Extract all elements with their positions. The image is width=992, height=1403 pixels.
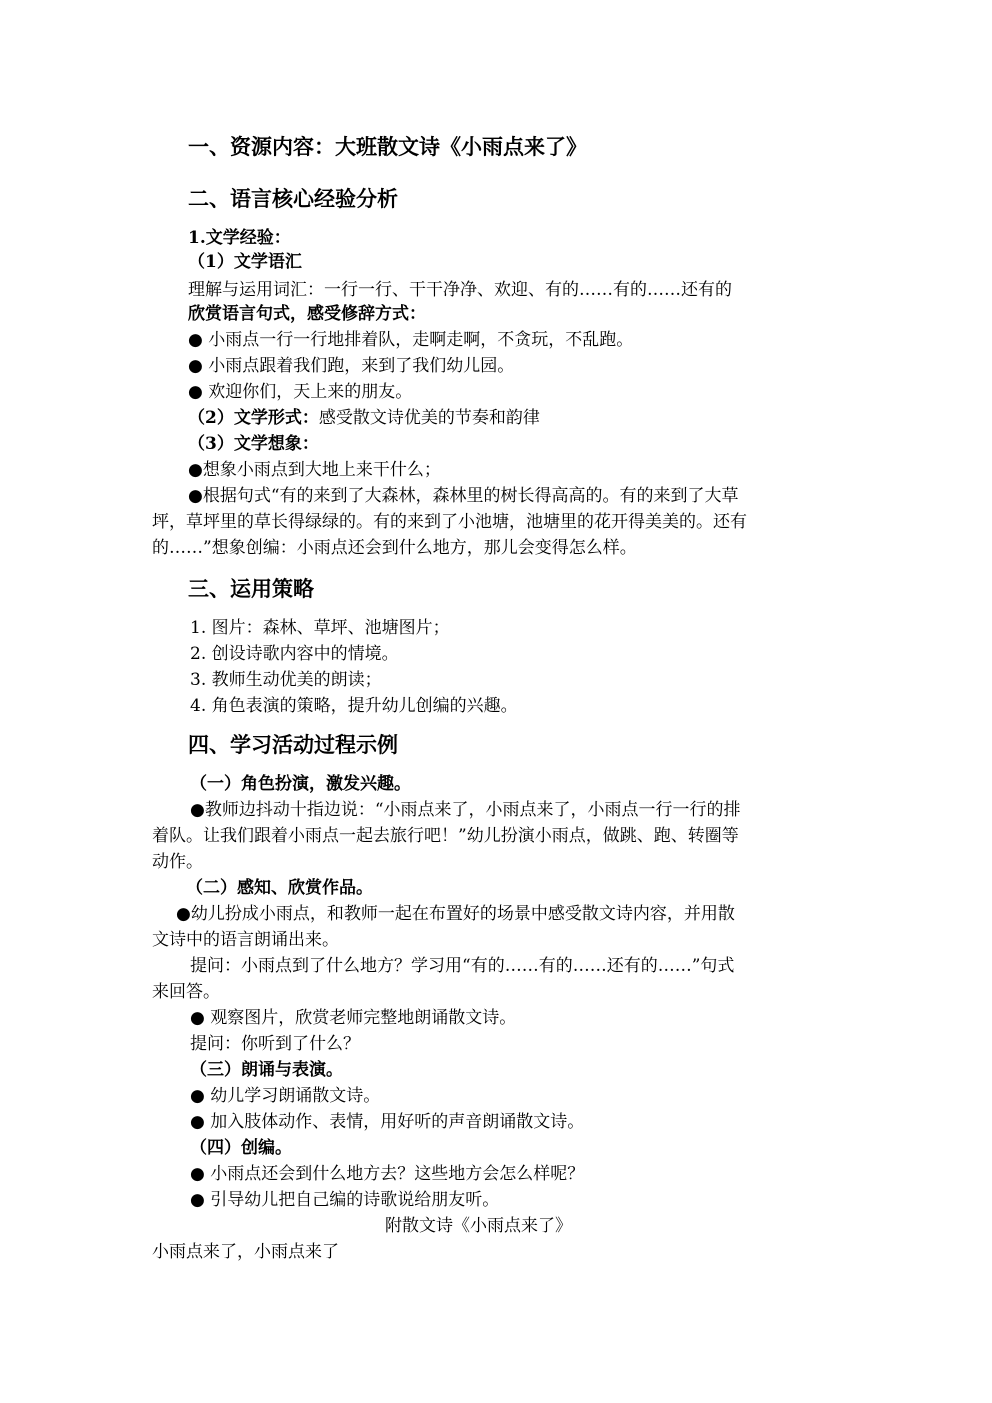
step3-item: ● 幼儿学习朗诵散文诗。 xyxy=(190,1086,381,1106)
step2-bullet: ● 观察图片，欣赏老师完整地朗诵散文诗。 xyxy=(190,1008,517,1028)
imagine-item: ●想象小雨点到大地上来干什么； xyxy=(188,460,441,480)
step1-line: 着队。让我们跟着小雨点一起去旅行吧！”幼儿扮演小雨点，做跳、跑、转圈等 xyxy=(152,826,739,846)
step2-question: 提问：小雨点到了什么地方？学习用“有的……有的……还有的……”句式 xyxy=(190,956,735,976)
sentence-item: ● 欢迎你们，天上来的朋友。 xyxy=(188,382,413,402)
lit-experience-label: 1.文学经验： xyxy=(188,228,291,248)
step2-title: （二）感知、欣赏作品。 xyxy=(186,878,373,898)
imagine-paragraph-line: 坪，草坪里的草长得绿绿的。有的来到了小池塘，池塘里的花开得美美的。还有 xyxy=(152,512,747,532)
heading-analysis: 二、语言核心经验分析 xyxy=(188,186,398,211)
strategy-item: 4. 角色表演的策略，提升幼儿创编的兴趣。 xyxy=(190,696,518,716)
strategy-item: 1. 图片：森林、草坪、池塘图片； xyxy=(190,618,450,638)
lit-form-text: 感受散文诗优美的节奏和韵律 xyxy=(318,408,540,428)
heading-strategy: 三、运用策略 xyxy=(188,576,314,601)
imagine-paragraph-line: ●根据句式“有的来到了大森林，森林里的树长得高高的。有的来到了大草 xyxy=(188,486,739,506)
heading-activity: 四、学习活动过程示例 xyxy=(188,732,398,757)
step2-line: 文诗中的语言朗诵出来。 xyxy=(152,930,339,950)
lit-vocab-title: （1）文学语汇 xyxy=(188,252,302,272)
step4-item: ● 小雨点还会到什么地方去？这些地方会怎么样呢？ xyxy=(190,1164,585,1184)
step3-item: ● 加入肢体动作、表情，用好听的声音朗诵散文诗。 xyxy=(190,1112,585,1132)
sentence-item: ● 小雨点跟着我们跑，来到了我们幼儿园。 xyxy=(188,356,515,376)
step1-title: （一）角色扮演，激发兴趣。 xyxy=(190,774,411,794)
heading-resource: 一、资源内容：大班散文诗《小雨点来了》 xyxy=(188,134,587,159)
step2-question: 提问：你听到了什么？ xyxy=(190,1034,360,1054)
appreciate-line: 欣赏语言句式，感受修辞方式： xyxy=(188,304,426,324)
appendix-title: 附散文诗《小雨点来了》 xyxy=(385,1216,572,1236)
lit-imagination-title: （3）文学想象： xyxy=(188,434,319,454)
strategy-item: 2. 创设诗歌内容中的情境。 xyxy=(190,644,399,664)
vocab-line: 理解与运用词汇：一行一行、干干净净、欢迎、有的……有的……还有的 xyxy=(188,280,732,300)
sentence-item: ● 小雨点一行一行地排着队，走啊走啊，不贪玩，不乱跑。 xyxy=(188,330,634,350)
lit-form-label: （2）文学形式： xyxy=(188,408,319,428)
lit-form-line xyxy=(188,406,540,430)
step4-title: （四）创编。 xyxy=(190,1138,292,1158)
step2-line: ●幼儿扮成小雨点，和教师一起在布置好的场景中感受散文诗内容，并用散 xyxy=(176,904,735,924)
step3-title: （三）朗诵与表演。 xyxy=(190,1060,343,1080)
imagine-paragraph-line: 的……”想象创编：小雨点还会到什么地方，那儿会变得怎么样。 xyxy=(152,538,637,558)
step1-line: ●教师边抖动十指边说：“小雨点来了，小雨点来了，小雨点一行一行的排 xyxy=(190,800,741,820)
strategy-item: 3. 教师生动优美的朗读； xyxy=(190,670,382,690)
step4-item: ● 引导幼儿把自己编的诗歌说给朋友听。 xyxy=(190,1190,500,1210)
step1-line: 动作。 xyxy=(152,852,203,872)
poem-line: 小雨点来了，小雨点来了 xyxy=(152,1242,339,1262)
step2-question: 来回答。 xyxy=(152,982,220,1002)
